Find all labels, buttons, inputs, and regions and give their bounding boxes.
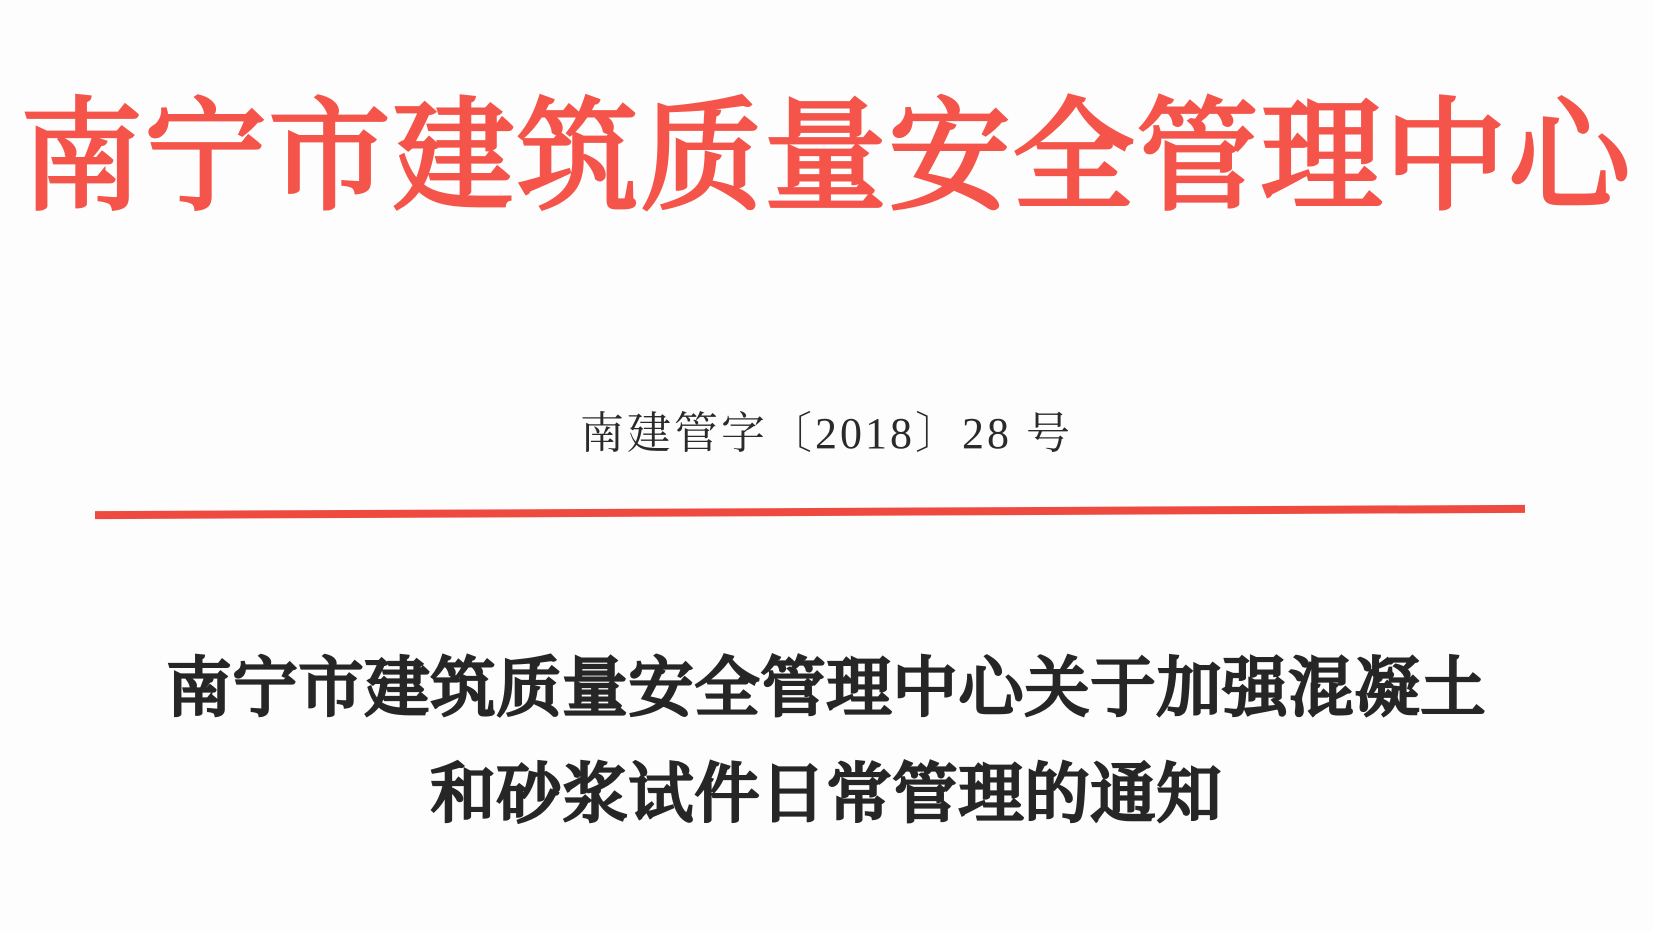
document-number: 南建管字〔2018〕28 号	[580, 409, 1073, 459]
letterhead-org-title: 南宁市建筑质量安全管理中心	[20, 91, 1633, 226]
notice-title-line2: 和砂浆试件日常管理的通知	[430, 759, 1223, 832]
notice-title	[0, 636, 1653, 848]
notice-title-line1: 南宁市建筑质量安全管理中心关于加强混凝土	[166, 653, 1487, 726]
red-divider-line	[95, 505, 1525, 519]
